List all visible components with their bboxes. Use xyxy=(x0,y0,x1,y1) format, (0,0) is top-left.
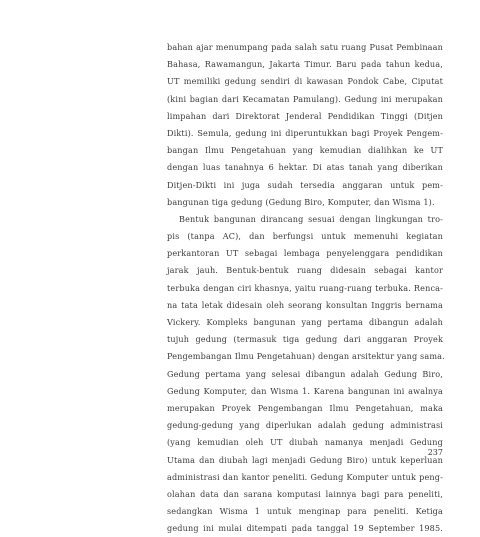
text-line: limpahan dari Direktorat Jenderal Pendidikan Tinggi (Ditjen xyxy=(167,110,443,121)
text-line: dengan luas tanahnya 6 hektar. Di atas tanah yang diberikan xyxy=(167,162,443,173)
text-line: gedung ini mulai ditempati pada tanggal 19 September 1985. xyxy=(167,523,443,534)
text-line: na tata letak didesain oleh seorang konsultan Inggris bernama xyxy=(167,299,443,310)
text-line: jarak jauh. Bentuk-bentuk ruang didesain sebagai kantor xyxy=(167,265,443,276)
text-line: sedangkan Wisma 1 untuk menginap para peneliti. Ketiga xyxy=(167,506,443,517)
text-line: Gedung Komputer, dan Wisma 1. Karena bangunan ini awalnya xyxy=(167,385,443,396)
text-line: Vickery. Kompleks bangunan yang pertama dibangun adalah xyxy=(167,317,443,327)
text-line: administrasi dan kantor peneliti. Gedung Komputer untuk peng- xyxy=(167,471,443,482)
text-line: bahan ajar menumpang pada salah satu ruang Pusat Pembinaan xyxy=(167,42,443,52)
text-line: bangunan tiga gedung (Gedung Biro, Komputer, dan Wisma 1). xyxy=(167,196,435,207)
text-line: (yang kemudian oleh UT diubah namanya menjadi Gedung xyxy=(167,437,443,448)
body-text xyxy=(167,39,443,537)
text-line: olahan data dan sarana komputasi lainnya bagi para peneliti, xyxy=(167,488,443,499)
text-line: UT memiliki gedung sendiri di kawasan Pondok Cabe, Ciputat xyxy=(167,76,443,87)
text-line: Ditjen-Dikti ini juga sudah tersedia anggaran untuk pem- xyxy=(167,179,443,190)
text-line: bangan Ilmu Pengetahuan yang kemudian dialihkan ke UT xyxy=(167,145,443,156)
text-line: merupakan Proyek Pengembangan Ilmu Pengetahuan, maka xyxy=(167,402,443,413)
text-line: tujuh gedung (termasuk tiga gedung dari anggaran Proyek xyxy=(167,334,443,345)
text-line: terbuka dengan ciri khasnya, yaitu ruang-ruang terbuka. Renca- xyxy=(167,282,443,293)
text-line: Utama dan diubah lagi menjadi Gedung Biro) untuk keperluan xyxy=(167,454,443,465)
paragraph-start-line: Bentuk bangunan dirancang sesuai dengan lingkungan tro- xyxy=(179,213,443,224)
text-line: (kini bagian dari Kecamatan Pamulang). Gedung ini merupakan xyxy=(167,93,443,104)
text-line: perkantoran UT sebagai lembaga penyelenggara pendidikan xyxy=(167,248,443,259)
text-line: Bahasa, Rawamangun, Jakarta Timur. Baru pada tahun kedua, xyxy=(167,59,443,70)
text-line: Gedung pertama yang selesai dibangun adalah Gedung Biro, xyxy=(167,368,443,379)
text-line: pis (tanpa AC), dan berfungsi untuk memenuhi kegiatan xyxy=(167,231,443,242)
text-line: Pengembangan Ilmu Pengetahuan) dengan arsitektur yang sama. xyxy=(167,351,445,362)
page-number: 237 xyxy=(427,448,443,457)
text-line: Dikti). Semula, gedung ini diperuntukkan bagi Proyek Pengem- xyxy=(167,127,443,138)
text-line: gedung-gedung yang diperlukan adalah gedung administrasi xyxy=(167,420,443,431)
